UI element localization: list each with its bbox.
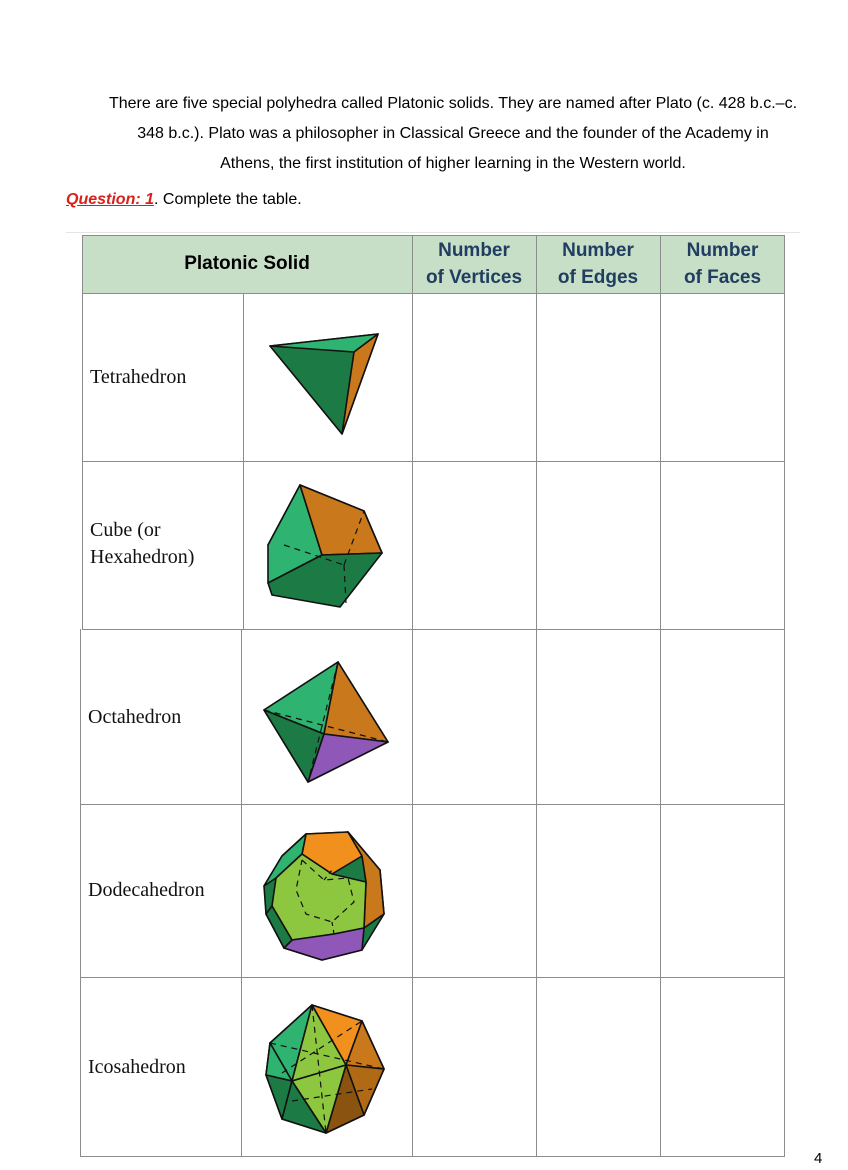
- header-faces: [660, 235, 785, 293]
- dodecahedron-image: [262, 830, 388, 962]
- grid-line: [536, 235, 537, 1157]
- grid-line: [80, 629, 81, 1157]
- question-text: . Complete the table.: [154, 191, 302, 208]
- row-name-cube-line2: Hexahedron): [90, 546, 195, 568]
- tetrahedron-image: [268, 332, 380, 436]
- cube-image: [266, 483, 386, 609]
- question-label: Question: 1: [66, 191, 155, 208]
- row-name-cube: [90, 517, 194, 571]
- grid-line: [660, 235, 661, 1157]
- grid-line: [80, 804, 785, 805]
- row-name-dodecahedron: Dodecahedron: [88, 879, 205, 901]
- row-name-icosahedron: Icosahedron: [88, 1056, 186, 1078]
- row-name-octahedron: Octahedron: [88, 706, 182, 728]
- grid-line: [412, 235, 413, 1157]
- grid-line: [82, 235, 785, 236]
- row-name-cube-line1: Cube (or: [90, 519, 161, 541]
- grid-line: [241, 629, 242, 1157]
- header-platonic-solid: Platonic Solid: [184, 253, 310, 274]
- header-faces-line1: Number: [686, 240, 759, 261]
- header-edges: [536, 235, 660, 293]
- grid-line: [80, 977, 785, 978]
- header-edges-line2: of Edges: [557, 267, 639, 288]
- header-edges-line1: Number: [562, 240, 634, 261]
- grid-line: [82, 461, 785, 462]
- page-number: 4: [814, 1150, 823, 1167]
- row-name-tetrahedron: Tetrahedron: [90, 366, 187, 388]
- icosahedron-image: [262, 1003, 388, 1135]
- grid-line: [243, 293, 244, 629]
- grid-line: [82, 293, 785, 294]
- header-vertices: [412, 235, 536, 293]
- grid-line: [80, 1156, 785, 1157]
- intro-line-2: 348 b.c.). Plato was a philosopher in Classical Greece and the founder of the Academy in: [137, 125, 769, 142]
- grid-line: [82, 629, 785, 630]
- octahedron-image: [262, 660, 390, 784]
- header-faces-line2: of Faces: [683, 267, 762, 288]
- grid-line: [82, 235, 83, 629]
- intro-paragraph: [56, 89, 848, 179]
- intro-line-1: There are five special polyhedra called Platonic solids. They are named after Plato (c. 428 b.c.–c.: [108, 95, 798, 112]
- header-vertices-line1: Number: [438, 240, 510, 261]
- grid-line: [784, 235, 785, 1157]
- divider: [66, 232, 800, 233]
- header-vertices-line2: of Vertices: [425, 267, 523, 288]
- intro-line-3: Athens, the first institution of higher learning in the Western world.: [220, 155, 686, 172]
- question-prompt: [66, 188, 302, 212]
